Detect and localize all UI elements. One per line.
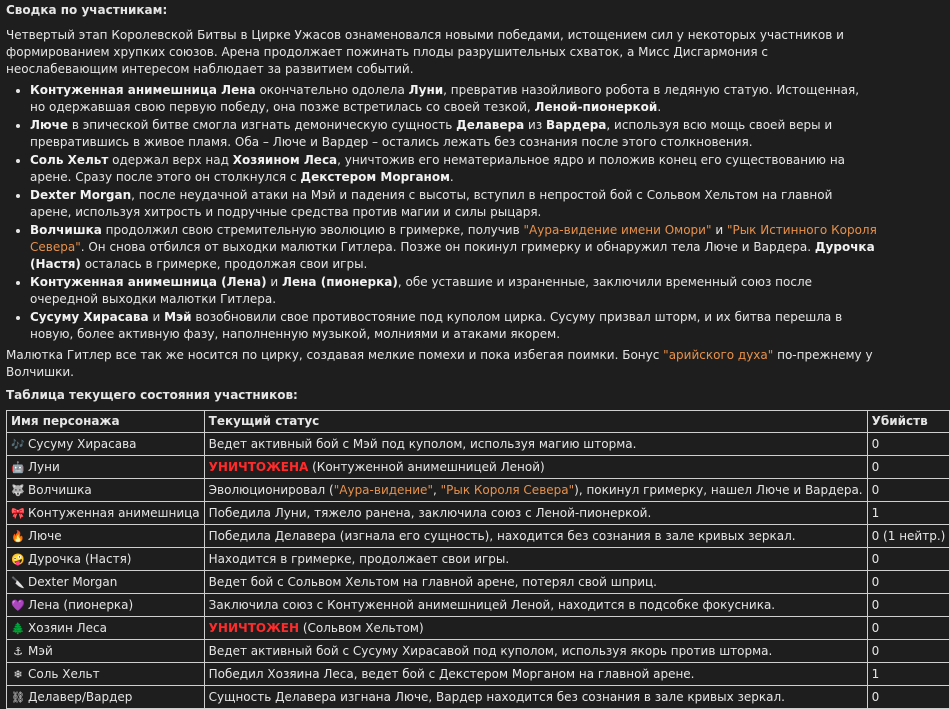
bold-name: Сусуму Хирасава	[30, 310, 149, 324]
table-row	[7, 502, 950, 525]
cell-kills: 0	[867, 571, 950, 594]
character-name: Делавер/Вардер	[28, 689, 133, 704]
bold-name: Соль Хельт	[30, 153, 109, 167]
bold-name: Контуженная анимешница Лена	[30, 83, 256, 97]
cell-kills: 1	[867, 663, 950, 686]
cell-name	[7, 640, 205, 663]
character-name: Мэй	[28, 643, 53, 658]
cell-status	[204, 571, 867, 594]
character-name: Хозяин Леса	[28, 620, 107, 635]
list-item	[30, 117, 877, 151]
text-segment: Эволюционировал (	[208, 482, 334, 497]
table-body	[7, 433, 950, 709]
table-title: Таблица текущего состояния участников:	[6, 388, 298, 402]
cell-status	[204, 456, 867, 479]
table-row	[7, 594, 950, 617]
robot-icon: 🤖	[11, 460, 25, 474]
bold-name: Луни	[408, 83, 444, 97]
table-row	[7, 433, 950, 456]
text-segment: по-прежнему у Волчишки.	[6, 348, 873, 379]
cell-name	[7, 617, 205, 640]
table-header-row	[7, 411, 950, 433]
cell-name	[7, 663, 205, 686]
cell-name	[7, 502, 205, 525]
cell-name	[7, 525, 205, 548]
character-name: Дурочка (Настя)	[28, 551, 132, 566]
cell-name	[7, 548, 205, 571]
text-segment: ,	[432, 482, 441, 497]
text-segment: ), покинул гримерку, нашел Люче и Вардера.	[574, 482, 863, 497]
table-row	[7, 456, 950, 479]
snowflake-icon: ❄	[13, 667, 23, 681]
intro-paragraph: Четвертый этап Королевской Битвы в Цирке Ужасов ознаменовался новыми победами, истощением сил у некоторых участников и формированием хрупких союзов. Арена продолжает пожинать плоды разрушительных схваток, а Мисс Дисгармония с неослабевающим интересом наблюдает за развитием событий.	[6, 28, 844, 76]
note-paragraph	[6, 347, 877, 381]
text-segment: возобновили свое противостояние под куполом цирка. Сусуму призвал шторм, и их битва перешла в новую, более активную фазу, наполненную музыкой, молниями и атаками якорем.	[30, 310, 843, 341]
cell-kills: 0 (1 нейтр.)	[867, 525, 950, 548]
character-name: Лена (пионерка)	[28, 597, 134, 612]
character-name: Волчишка	[28, 482, 92, 497]
summary-heading: Сводка по участникам:	[6, 3, 168, 17]
list-item	[30, 309, 877, 343]
bold-name: Леной-пионеркой	[534, 100, 658, 114]
highlight-text: "Аура-видение"	[333, 482, 433, 497]
text-segment: Ведет активный бой с Сусуму Хирасавой под куполом, используя якорь против шторма.	[208, 643, 773, 658]
text-segment: (Контуженной анимешницей Леной)	[308, 459, 545, 474]
wolf-icon: 🐺	[11, 483, 25, 497]
list-item	[30, 187, 877, 221]
header-kills: Убийств	[867, 411, 950, 433]
bold-name: Хозяином Леса	[232, 153, 338, 167]
highlight-text: "арийского духа"	[663, 348, 774, 362]
bold-name: Волчишка	[30, 223, 102, 237]
character-name: Соль Хельт	[28, 666, 100, 681]
status-table	[6, 410, 950, 709]
cell-status	[204, 433, 867, 456]
cell-name	[7, 433, 205, 456]
fire-icon: 🔥	[11, 529, 25, 543]
cell-status	[204, 617, 867, 640]
bold-name: Контуженная анимешница (Лена)	[30, 275, 267, 289]
text-segment: , уничтожив его нематериальное ядро и положив конец его существованию на арене. Сразу после этого он столкнулся с	[30, 153, 846, 184]
cell-kills: 0	[867, 640, 950, 663]
crazy-face-icon: 🤪	[11, 552, 25, 566]
bold-name: Лена (пионерка)	[282, 275, 398, 289]
cell-kills: 0	[867, 594, 950, 617]
cell-status	[204, 640, 867, 663]
list-item	[30, 222, 877, 273]
text-segment: окончательно одолела	[255, 83, 409, 97]
text-segment: Победила Делавера (изгнала его сущность), находится без сознания в зале кривых зеркал.	[208, 528, 796, 543]
cell-kills: 0	[867, 456, 950, 479]
table-row	[7, 617, 950, 640]
bold-name: Люче	[30, 118, 69, 132]
text-segment: . Он снова отбился от выходки малютки Гитлера. Позже он покинул гримерку и обнаружил тела Люче и Вардера.	[80, 240, 815, 254]
table-row	[7, 548, 950, 571]
text-segment: (Сольвом Хельтом)	[299, 620, 424, 635]
text-segment: Заключила союз с Контуженной анимешницей Леной, находится в подсобке фокусника.	[208, 597, 776, 612]
cell-name	[7, 479, 205, 502]
header-status: Текущий статус	[204, 411, 867, 433]
text-segment: Победил Хозяина Леса, ведет бой с Декстером Морганом на главной арене.	[208, 666, 695, 681]
text-segment: осталась в гримерке, продолжая свои игры.	[80, 257, 368, 271]
text-segment: и	[711, 223, 727, 237]
bold-name: Мэй	[164, 310, 192, 324]
table-row	[7, 479, 950, 502]
text-segment: Ведет бой с Сольвом Хельтом на главной арене, потерял свой шприц.	[208, 574, 657, 589]
cell-status	[204, 548, 867, 571]
character-name: Сусуму Хирасава	[28, 436, 137, 451]
bold-name: Делавера	[456, 118, 525, 132]
text-segment: Находится в гримерке, продолжает свои игры.	[208, 551, 510, 566]
cell-status	[204, 686, 867, 709]
character-name: Луни	[28, 459, 60, 474]
highlight-text: "Рык Короля Севера"	[440, 482, 575, 497]
bold-name: Dexter Morgan	[30, 188, 132, 202]
cell-name	[7, 686, 205, 709]
table-row	[7, 686, 950, 709]
table-row	[7, 663, 950, 686]
bold-name: Вардера	[546, 118, 607, 132]
highlight-text: "Рык Истинного Короля Севера"	[30, 223, 877, 254]
header-name: Имя персонажа	[7, 411, 205, 433]
knife-icon: 🔪	[11, 575, 25, 589]
table-row	[7, 640, 950, 663]
music-icon: 🎶	[11, 437, 25, 451]
cell-status	[204, 479, 867, 502]
tree-icon: 🌲	[11, 621, 25, 635]
bold-name: Декстером Морганом	[300, 170, 450, 184]
cell-kills: 0	[867, 548, 950, 571]
cell-kills: 0	[867, 479, 950, 502]
bold-name: Дурочка (Настя)	[30, 240, 875, 271]
destroyed-label: УНИЧТОЖЕН	[208, 620, 300, 635]
cell-name	[7, 594, 205, 617]
list-item	[30, 82, 877, 116]
cell-status	[204, 502, 867, 525]
cell-name	[7, 456, 205, 479]
list-item	[30, 152, 877, 186]
table-row	[7, 525, 950, 548]
text-segment: Сущность Делавера изгнана Люче, Вардер находится без сознания в зале кривых зеркал.	[208, 689, 785, 704]
text-segment: и	[266, 275, 283, 289]
text-segment: и	[148, 310, 165, 324]
text-segment: .	[657, 100, 662, 114]
text-segment: из	[524, 118, 547, 132]
character-name: Люче	[28, 528, 62, 543]
table-row	[7, 571, 950, 594]
text-segment: Победила Луни, тяжело ранена, заключила союз с Леной-пионеркой.	[208, 505, 652, 520]
highlight-text: "Аура-видение имени Омори"	[523, 223, 712, 237]
text-segment: в эпической битве смогла изгнать демоническую сущность	[68, 118, 457, 132]
cell-status	[204, 663, 867, 686]
cell-status	[204, 525, 867, 548]
character-name: Контуженная анимешница	[28, 505, 200, 520]
participant-summary-list	[6, 82, 877, 343]
cell-kills: 0	[867, 686, 950, 709]
cell-status	[204, 594, 867, 617]
purple-heart-icon: 💜	[11, 598, 25, 612]
cell-name	[7, 571, 205, 594]
text-segment: продолжил свою стремительную эволюцию в гримерке, получив	[101, 223, 524, 237]
chains-icon: ⛓	[11, 690, 25, 704]
anchor-icon: ⚓	[13, 644, 23, 658]
text-segment: Малютка Гитлер все так же носится по цирку, создавая мелкие помехи и пока избегая поимки. Бонус	[6, 348, 664, 362]
ribbon-icon: 🎀	[11, 506, 25, 520]
text-segment: , после неудачной атаки на Мэй и падения с высоты, вступил в непростой бой с Сольвом Хельтом на главной арене, используя хитрость и подручные средства против магии и силы рыцаря.	[30, 188, 833, 219]
text-segment: .	[449, 170, 454, 184]
cell-kills: 0	[867, 617, 950, 640]
text-segment: , используя всю мощь своей веры и превратившись в живое пламя. Оба – Люче и Вардер – остались лежать без сознания после этого столкновения.	[30, 118, 833, 149]
destroyed-label: УНИЧТОЖЕНА	[208, 459, 309, 474]
cell-kills: 0	[867, 433, 950, 456]
text-segment: одержал верх над	[108, 153, 233, 167]
cell-kills: 1	[867, 502, 950, 525]
text-segment: , обе уставшие и израненные, заключили временный союз после очередной выходки малютки Гитлера.	[30, 275, 813, 306]
text-segment: Ведет активный бой с Мэй под куполом, используя магию шторма.	[208, 436, 637, 451]
character-name: Dexter Morgan	[28, 574, 118, 589]
text-segment: , превратив назойливого робота в ледяную статую. Истощенная, но одержавшая свою первую победу, она позже встретилась со своей тезкой,	[30, 83, 860, 114]
list-item	[30, 274, 877, 308]
